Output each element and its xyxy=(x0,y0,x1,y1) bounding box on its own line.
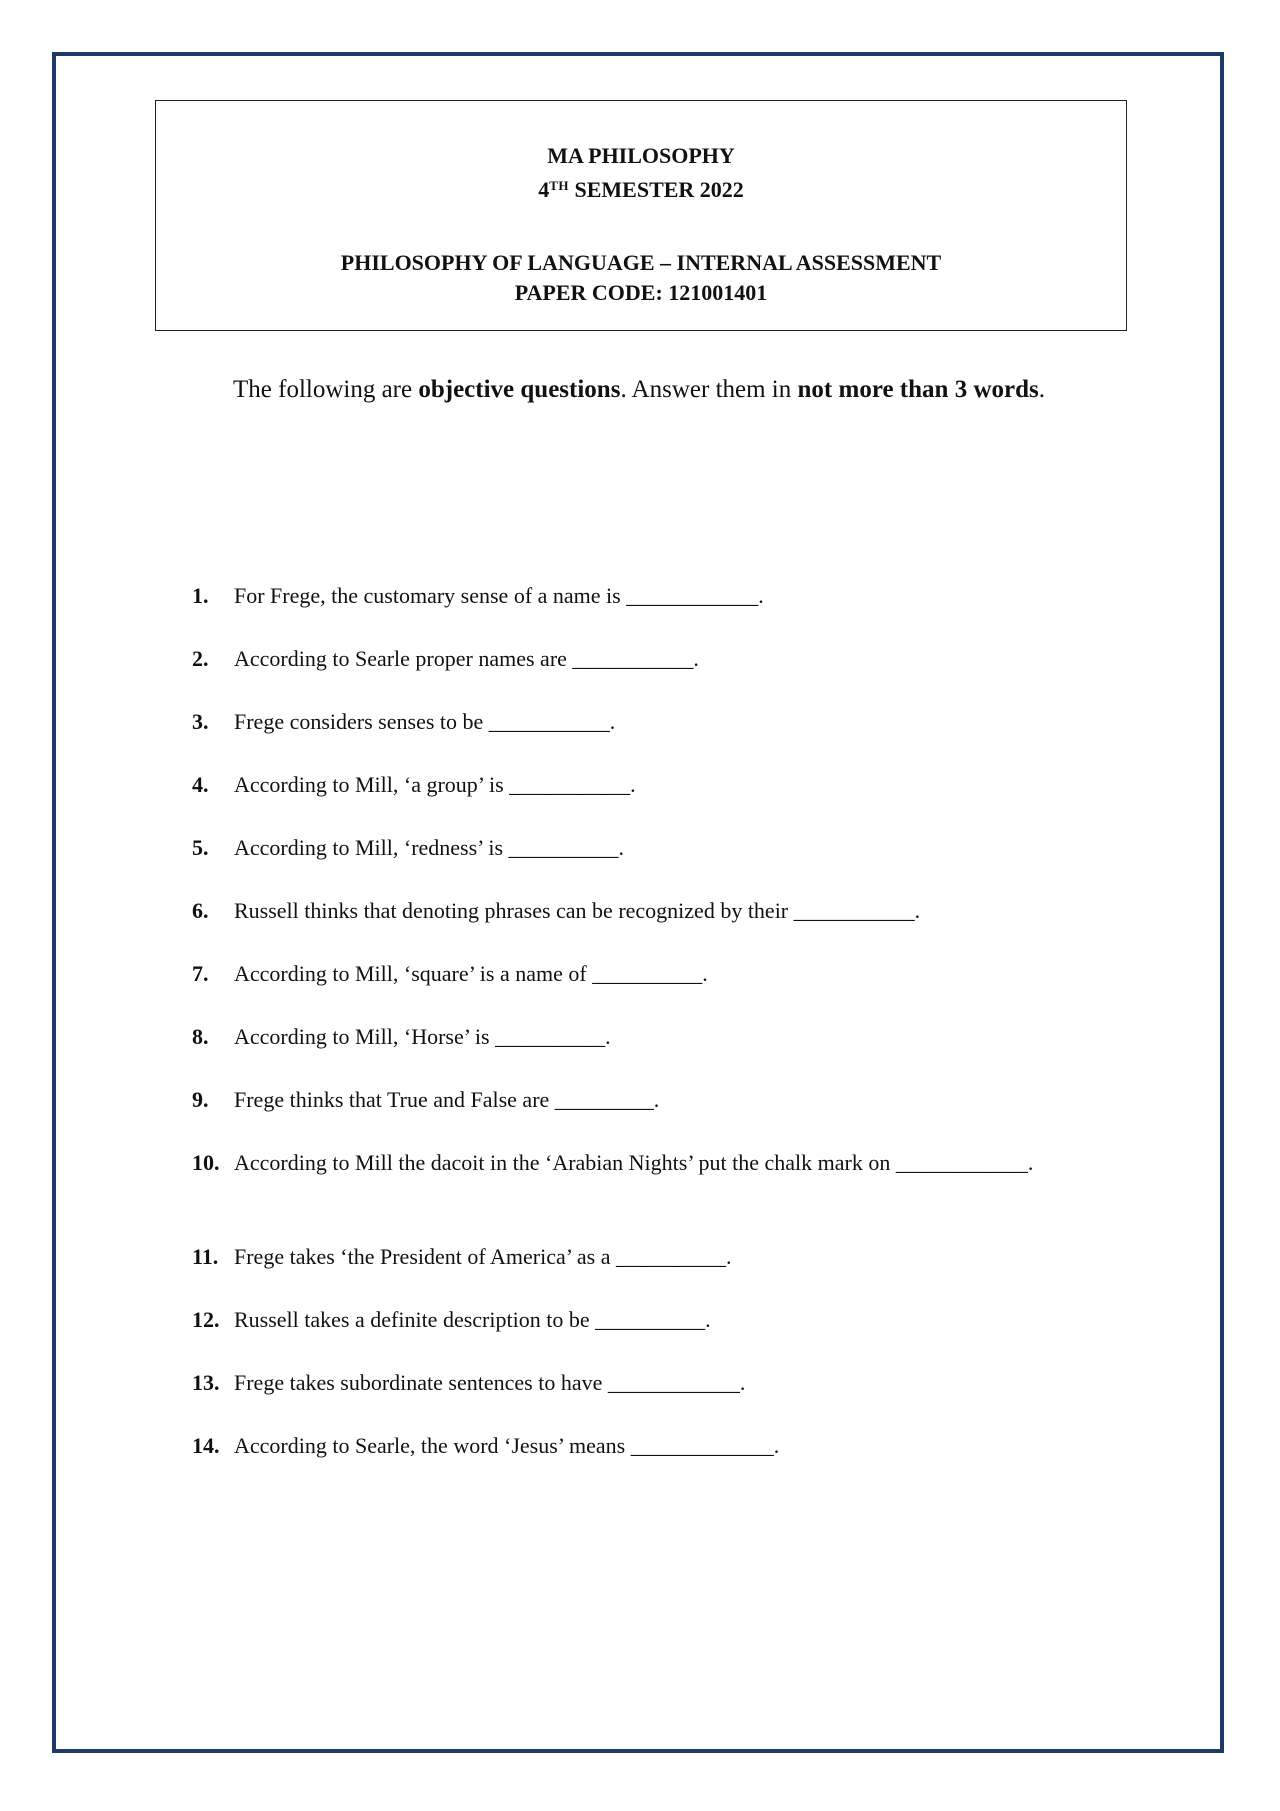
question-number: 2. xyxy=(192,646,209,671)
semester-title xyxy=(156,171,1126,205)
question-number: 8. xyxy=(192,1024,209,1049)
question-number: 14. xyxy=(192,1433,220,1458)
question-text: According to Mill the dacoit in the ‘Arabian Nights’ put the chalk mark on ____________. xyxy=(234,1150,1034,1175)
question-text: Frege considers senses to be ___________. xyxy=(234,709,616,734)
question-text: Frege takes subordinate sentences to have ____________. xyxy=(234,1370,746,1395)
instructions-text-3: . xyxy=(1038,376,1045,403)
instructions xyxy=(233,372,1093,407)
question-number: 10. xyxy=(192,1150,220,1175)
question-text: Frege takes ‘the President of America’ as a __________. xyxy=(234,1244,732,1269)
question-text: According to Mill, ‘square’ is a name of __________. xyxy=(234,961,708,986)
question-number: 6. xyxy=(192,898,209,923)
question-text: According to Searle, the word ‘Jesus’ means _____________. xyxy=(234,1433,780,1458)
question-text: According to Mill, ‘redness’ is __________. xyxy=(234,835,625,860)
question-text: Russell takes a definite description to be __________. xyxy=(234,1307,711,1332)
question-text: Frege thinks that True and False are _________. xyxy=(234,1087,660,1112)
paper-code: PAPER CODE: 121001401 xyxy=(514,280,768,305)
question-number: 13. xyxy=(192,1370,220,1395)
instructions-bold-2: not more than 3 words xyxy=(797,376,1039,403)
course-title: PHILOSOPHY OF LANGUAGE – INTERNAL ASSESSMENT xyxy=(340,250,942,275)
semester-suffix: TH xyxy=(549,178,569,193)
program-title: MA PHILOSOPHY xyxy=(547,143,735,168)
question-number: 3. xyxy=(192,709,209,734)
question-number: 11. xyxy=(192,1244,219,1269)
instructions-text-1: The following are xyxy=(233,376,419,403)
question-text: According to Mill, ‘a group’ is ___________. xyxy=(234,772,636,797)
question-text: Russell thinks that denoting phrases can be recognized by their ___________. xyxy=(234,898,921,923)
semester-year: SEMESTER 2022 xyxy=(568,177,744,202)
instructions-text-2: . Answer them in xyxy=(620,376,798,403)
instructions-bold-1: objective questions xyxy=(418,376,621,403)
question-number: 9. xyxy=(192,1087,209,1112)
exam-header xyxy=(155,100,1127,331)
question-number: 7. xyxy=(192,961,209,986)
question-text: For Frege, the customary sense of a name is ____________. xyxy=(234,583,764,608)
question-text: According to Mill, ‘Horse’ is __________. xyxy=(234,1024,611,1049)
semester-ordinal: 4 xyxy=(538,177,550,202)
question-text: According to Searle proper names are ___________. xyxy=(234,646,699,671)
question-number: 1. xyxy=(192,583,209,608)
question-number: 5. xyxy=(192,835,209,860)
question-number: 4. xyxy=(192,772,209,797)
question-number: 12. xyxy=(192,1307,220,1332)
